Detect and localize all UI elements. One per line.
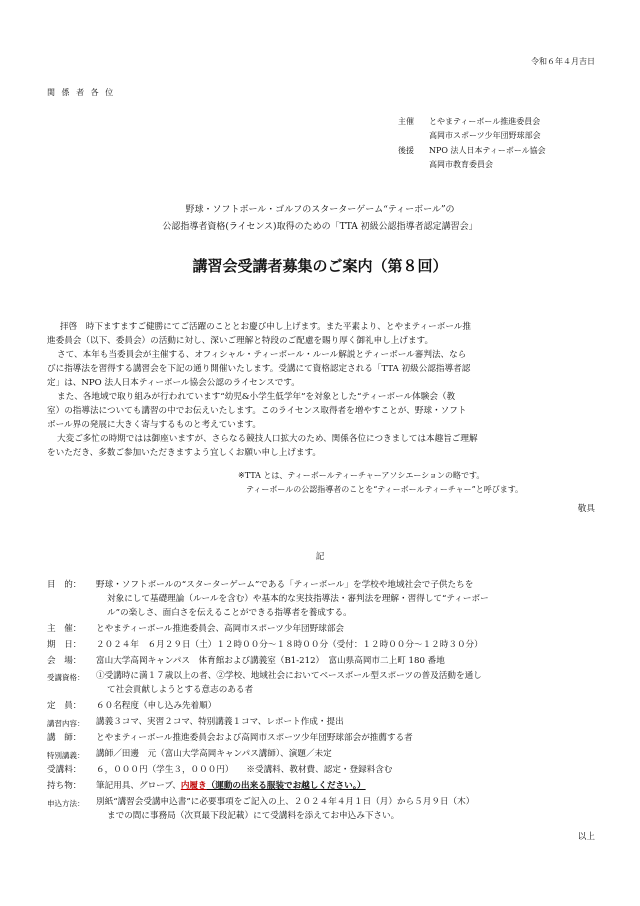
host-2: 高岡市スポーツ少年団野球部会: [429, 131, 541, 140]
host-1: とやまティーボール推進委員会: [429, 117, 541, 126]
body-line: 拝啓 時下ますますご健勝にてご活躍のこととお慶び申し上げます。また平素より、とやまティーボール推: [60, 322, 471, 332]
qualification-line: ①受講時に満１７歳以上の者、②学校、地域社会においてベースボール型スポーツの普及活動を通し: [96, 671, 482, 681]
body-line: また、各地域で取り組みが行われています“幼児&小学生低学年”を対象とした“ティーボール体験会（教: [57, 392, 456, 402]
application-line: 別紙“講習会受講申込書”に必要事項をご記入の上、２０２４年４月１日（月）から５月９日（木）: [96, 797, 475, 807]
note-line-1: ※TTA とは、ティーボールティーチャーアソシエーションの略です。: [238, 471, 485, 480]
body-line: ボール界の発展に大きく寄与するものと考えています。: [47, 420, 261, 430]
items-label: 持ち物：: [47, 781, 82, 791]
items-value: [96, 781, 366, 793]
body-line: さて、本年も当委員会が主催する、オフィシャル・ティーボール・ルール解説とティーボール審判法、なら: [57, 350, 467, 360]
fee-label: 受講料：: [47, 765, 82, 775]
capacity-label: 定 員：: [47, 701, 82, 711]
special-lecture-value: 講師／田邊 元（富山大学高岡キャンパス講師）、演題／未定: [96, 749, 332, 759]
application-label: 申込方法：: [47, 799, 85, 808]
special-lecture-label: 特別講義：: [47, 751, 85, 760]
items-plain: 筆記用具、グローブ、: [96, 781, 181, 791]
items-indoor-shoes: 内履き: [180, 781, 207, 791]
subtitle-2: 公認指導者資格(ライセンス)取得のための「TTA 初級公認指導者認定講習会」: [162, 222, 478, 232]
main-title: 講習会受講者募集のご案内（第８回）: [192, 257, 448, 275]
fee-value: ６，０００円（学生３，０００円） ※受講料、教材費、認定・登録料含む: [96, 765, 393, 775]
ki-heading: 記: [315, 552, 325, 562]
host-label: 主催: [398, 117, 414, 126]
lecturer-value: とやまティーボール推進委員会および高岡市スポーツ少年団野球部会が推薦する者: [96, 733, 413, 743]
body-line: 定」は、NPO 法人日本ティーボール協会公認のライセンスです。: [47, 378, 300, 388]
support-1: NPO 法人日本ティーボール協会: [429, 146, 546, 155]
support-2: 高岡市教育委員会: [429, 160, 493, 169]
qualification-label: 受講資格：: [47, 673, 85, 682]
qualification-line: て社会貢献しようとする意志のある者: [107, 685, 254, 695]
addressee: 関 係 者 各 位: [47, 88, 116, 97]
content-value: 講義３コマ、実習２コマ、特別講義１コマ、レポート作成・提出: [96, 717, 344, 727]
date-row-label: 期 日：: [47, 640, 82, 650]
end-mark: 以上: [577, 832, 595, 842]
body-line: びに指導法を習得する講習会を下記の通り開催いたします。受講にて資格認定される「TTA 初級公認指導者認: [47, 364, 471, 374]
purpose-line: 野球・ソフトボールの“スターターゲーム”である「ティーボール」を学校や地域社会で子供たちを: [96, 580, 474, 590]
purpose-line: ル”の楽しさ、面白さを伝えることができる指導者を養成する。: [107, 608, 352, 618]
subtitle-1: 野球・ソフトボール・ゴルフのスターターゲーム“ティーボール”の: [185, 205, 455, 215]
closing: 敬具: [577, 504, 595, 514]
note-line-2: ティーボールの公認指導者のことを“ティーボールティーチャー”と呼びます。: [246, 485, 524, 494]
purpose-line: 対象にして基礎理論（ルールを含む）や基本的な実技指導法・審判法を理解・習得して“ティーボー: [107, 594, 489, 604]
purpose-label: 目 的：: [47, 580, 82, 590]
body-line: 大変ご多忙の時期ではは御座いますが、さらなる競技人口拡大のため、関係各位につきましては本趣旨ご理解: [57, 434, 478, 444]
issue-date: 令和６年４月吉日: [531, 57, 595, 66]
support-label: 後援: [398, 146, 414, 155]
host-row-label: 主 催：: [47, 624, 82, 634]
venue-row-label: 会 場：: [47, 656, 82, 666]
items-clothing-note: （運動の出来る服装でお越しください。）: [206, 781, 366, 791]
capacity-value: ６０名程度（申し込み先着順）: [96, 701, 217, 711]
venue-row-value: 富山大学高岡キャンパス 体育館および講義室（B1-212） 富山県高岡市二上町 180 番地: [96, 656, 445, 666]
lecturer-label: 講 師：: [47, 733, 82, 743]
content-label: 講習内容：: [47, 719, 85, 728]
application-line: までの間に事務局（次頁最下段記載）にて受講料を添えてお申込み下さい。: [107, 811, 400, 821]
host-row-value: とやまティーボール推進委員会、高岡市スポーツ少年団野球部会: [96, 624, 345, 634]
date-row-value: ２０２４年 ６月２９日（土）１２時００分～１８時００分（受付：１２時００分～１２時３０分）: [96, 640, 483, 650]
body-line: 進委員会（以下、委員会）の活動に対し、深いご理解と特段のご配慮を賜り厚く御礼申し上げます。: [47, 336, 434, 346]
body-line: をいただき、多数ご参加いただきますよう宜しくお願い申し上げます。: [47, 448, 321, 458]
body-line: 室）の指導法についても講習の中でお伝えいたします。このライセンス取得者を増やすことが、野球・ソフト: [47, 406, 467, 416]
